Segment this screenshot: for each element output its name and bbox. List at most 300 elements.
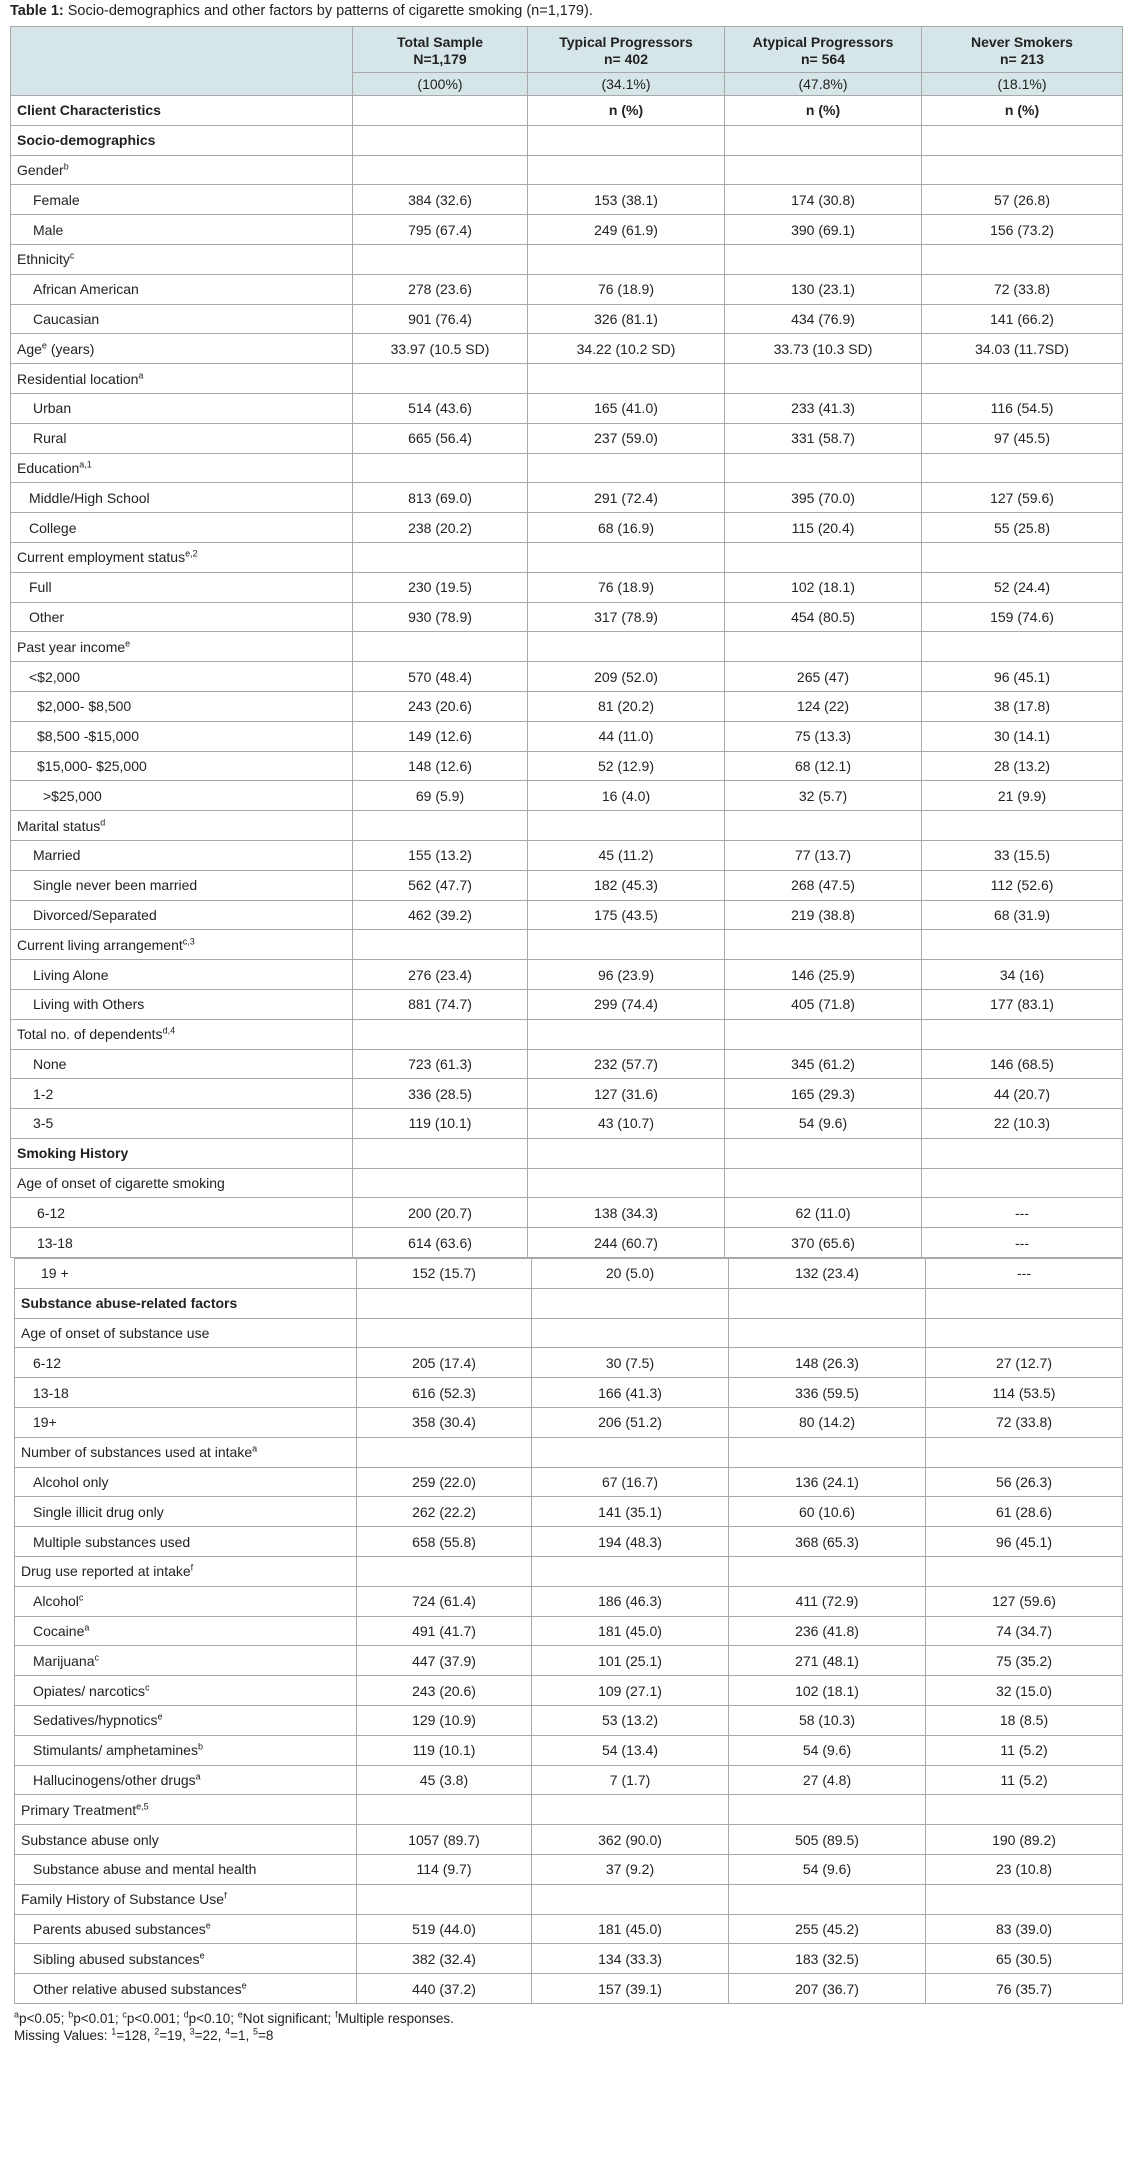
- cell-value: 30 (14.1): [922, 721, 1123, 751]
- table-row: [11, 1079, 1123, 1109]
- cell-value: 65 (30.5): [926, 1944, 1123, 1974]
- table-row: [15, 1408, 1123, 1438]
- cell-value: [353, 244, 528, 274]
- row-label: $8,500 -$15,000: [11, 721, 353, 751]
- cell-value: [729, 1795, 926, 1825]
- table-row: [11, 691, 1123, 721]
- cell-value: [353, 1168, 528, 1198]
- table-row: [11, 185, 1123, 215]
- cell-value: [528, 364, 725, 394]
- cell-value: 156 (73.2): [922, 215, 1123, 245]
- cell-value: 74 (34.7): [926, 1616, 1123, 1646]
- cell-value: 33 (15.5): [922, 840, 1123, 870]
- cell-value: 194 (48.3): [532, 1527, 729, 1557]
- cell-value: ---: [922, 1228, 1123, 1258]
- cell-value: 101 (25.1): [532, 1646, 729, 1676]
- cell-value: 384 (32.6): [353, 185, 528, 215]
- cell-value: [926, 1437, 1123, 1467]
- cell-value: [729, 1557, 926, 1587]
- cell-value: 881 (74.7): [353, 989, 528, 1019]
- cell-value: 148 (26.3): [729, 1348, 926, 1378]
- cell-value: 102 (18.1): [725, 572, 922, 602]
- cell-value: 336 (59.5): [729, 1378, 926, 1408]
- cell-value: 462 (39.2): [353, 900, 528, 930]
- cell-value: 244 (60.7): [528, 1228, 725, 1258]
- table-row: [11, 751, 1123, 781]
- cell-value: 174 (30.8): [725, 185, 922, 215]
- row-label: Caucasian: [11, 304, 353, 334]
- table-row: [15, 1646, 1123, 1676]
- cell-value: 813 (69.0): [353, 483, 528, 513]
- cell-value: [725, 244, 922, 274]
- cell-value: [528, 1019, 725, 1049]
- footnote-significance: $^a$p<0.05; $^b$p<0.01; $^c$p<0.001; $^d$p<0.10; $^e$Not significant; $^f$Multiple responses.: [14, 2009, 454, 2026]
- cell-value: [357, 1318, 532, 1348]
- cell-value: [353, 453, 528, 483]
- row-label: Divorced/Separated: [11, 900, 353, 930]
- cell-value: 901 (76.4): [353, 304, 528, 334]
- cell-value: 276 (23.4): [353, 960, 528, 990]
- cell-value: 62 (11.0): [725, 1198, 922, 1228]
- cell-value: [922, 632, 1123, 662]
- row-label: Age$^e$ (years): [11, 334, 353, 364]
- cell-value: [353, 1138, 528, 1168]
- table-row: [11, 304, 1123, 334]
- cell-value: 368 (65.3): [729, 1527, 926, 1557]
- row-label: $2,000- $8,500: [11, 691, 353, 721]
- cell-value: 358 (30.4): [357, 1408, 532, 1438]
- cell-value: 190 (89.2): [926, 1825, 1123, 1855]
- table-row: [11, 1228, 1123, 1258]
- header-pct: (18.1%): [922, 73, 1123, 96]
- cell-value: 68 (12.1): [725, 751, 922, 781]
- cell-value: 109 (27.1): [532, 1676, 729, 1706]
- cell-value: [926, 1884, 1123, 1914]
- cell-value: [926, 1318, 1123, 1348]
- cell-value: [353, 632, 528, 662]
- cell-value: [528, 155, 725, 185]
- cell-value: 186 (46.3): [532, 1586, 729, 1616]
- cell-value: 723 (61.3): [353, 1049, 528, 1079]
- cell-value: 34 (16): [922, 960, 1123, 990]
- cell-value: 80 (14.2): [729, 1408, 926, 1438]
- cell-value: 44 (20.7): [922, 1079, 1123, 1109]
- cell-value: 271 (48.1): [729, 1646, 926, 1676]
- row-label: Gender$^b$: [11, 155, 353, 185]
- cell-value: 165 (29.3): [725, 1079, 922, 1109]
- cell-value: [353, 811, 528, 841]
- cell-value: [922, 244, 1123, 274]
- cell-value: 440 (37.2): [357, 1974, 532, 2004]
- cell-value: 56 (26.3): [926, 1467, 1123, 1497]
- table-row: [11, 274, 1123, 304]
- row-label: Stimulants/ amphetamines$^b$: [15, 1735, 357, 1765]
- cell-value: 32 (5.7): [725, 781, 922, 811]
- cell-value: n (%): [922, 96, 1123, 126]
- row-label: Sedatives/hypnotics$^e$: [15, 1706, 357, 1736]
- row-label: Substance abuse-related factors: [15, 1288, 357, 1318]
- cell-value: 243 (20.6): [357, 1676, 532, 1706]
- cell-value: 69 (5.9): [353, 781, 528, 811]
- row-label: College: [11, 513, 353, 543]
- cell-value: 209 (52.0): [528, 662, 725, 692]
- cell-value: 268 (47.5): [725, 870, 922, 900]
- cell-value: 11 (5.2): [926, 1765, 1123, 1795]
- table-row: [11, 870, 1123, 900]
- cell-value: 28 (13.2): [922, 751, 1123, 781]
- cell-value: 181 (45.0): [532, 1616, 729, 1646]
- table-row: [11, 334, 1123, 364]
- row-label: Number of substances used at intake$^a$: [15, 1437, 357, 1467]
- cell-value: 52 (24.4): [922, 572, 1123, 602]
- cell-value: [725, 453, 922, 483]
- cell-value: [528, 453, 725, 483]
- cell-value: [926, 1557, 1123, 1587]
- cell-value: 291 (72.4): [528, 483, 725, 513]
- table-row: [15, 1259, 1123, 1289]
- cell-value: 236 (41.8): [729, 1616, 926, 1646]
- table-row: [11, 662, 1123, 692]
- cell-value: 119 (10.1): [353, 1109, 528, 1139]
- table-row: [11, 989, 1123, 1019]
- table-row: [15, 1288, 1123, 1318]
- cell-value: 181 (45.0): [532, 1914, 729, 1944]
- table-row: [15, 1944, 1123, 1974]
- row-label: 1-2: [11, 1079, 353, 1109]
- cell-value: 127 (31.6): [528, 1079, 725, 1109]
- row-label: Single illicit drug only: [15, 1497, 357, 1527]
- footnotes: [14, 2010, 1122, 2044]
- caption-label: Table 1:: [10, 3, 64, 19]
- header-atypical: Atypical Progressors n= 564: [725, 27, 922, 73]
- cell-value: [532, 1557, 729, 1587]
- cell-value: 219 (38.8): [725, 900, 922, 930]
- cell-value: 129 (10.9): [357, 1706, 532, 1736]
- cell-value: [725, 632, 922, 662]
- cell-value: [353, 930, 528, 960]
- table-row: [11, 423, 1123, 453]
- row-label: Cocaine$^a$: [15, 1616, 357, 1646]
- cell-value: [353, 155, 528, 185]
- cell-value: 930 (78.9): [353, 602, 528, 632]
- cell-value: 157 (39.1): [532, 1974, 729, 2004]
- cell-value: 454 (80.5): [725, 602, 922, 632]
- header-row: [11, 27, 1123, 73]
- header-blank: [11, 27, 353, 96]
- cell-value: 20 (5.0): [532, 1259, 729, 1289]
- row-label: 19+: [15, 1408, 357, 1438]
- cell-value: [725, 1019, 922, 1049]
- row-label: 19 +: [15, 1259, 357, 1289]
- row-label: Past year income$^e$: [11, 632, 353, 662]
- cell-value: [353, 96, 528, 126]
- table-body-continued: [15, 1259, 1123, 2004]
- table-row: [11, 96, 1123, 126]
- cell-value: [357, 1557, 532, 1587]
- table-row: [11, 602, 1123, 632]
- cell-value: 27 (12.7): [926, 1348, 1123, 1378]
- cell-value: [528, 811, 725, 841]
- cell-value: [725, 930, 922, 960]
- table-row: [11, 840, 1123, 870]
- cell-value: 232 (57.7): [528, 1049, 725, 1079]
- cell-value: 54 (13.4): [532, 1735, 729, 1765]
- row-label: Substance abuse and mental health: [15, 1855, 357, 1885]
- table-row: [11, 900, 1123, 930]
- cell-value: 299 (74.4): [528, 989, 725, 1019]
- cell-value: [729, 1318, 926, 1348]
- cell-value: [729, 1288, 926, 1318]
- cell-value: 55 (25.8): [922, 513, 1123, 543]
- cell-value: 76 (18.9): [528, 572, 725, 602]
- table-row: [11, 721, 1123, 751]
- row-label: Marital status$^d$: [11, 811, 353, 841]
- row-label: None: [11, 1049, 353, 1079]
- cell-value: [926, 1795, 1123, 1825]
- cell-value: 148 (12.6): [353, 751, 528, 781]
- row-label: Client Characteristics: [11, 96, 353, 126]
- cell-value: [353, 364, 528, 394]
- header-pct: (47.8%): [725, 73, 922, 96]
- row-label: Opiates/ narcotics$^c$: [15, 1676, 357, 1706]
- cell-value: [357, 1884, 532, 1914]
- cell-value: 175 (43.5): [528, 900, 725, 930]
- row-label: <$2,000: [11, 662, 353, 692]
- cell-value: 83 (39.0): [926, 1914, 1123, 1944]
- table-row: [11, 542, 1123, 572]
- cell-value: [357, 1437, 532, 1467]
- cell-value: 724 (61.4): [357, 1586, 532, 1616]
- cell-value: 233 (41.3): [725, 393, 922, 423]
- cell-value: 44 (11.0): [528, 721, 725, 751]
- cell-value: 182 (45.3): [528, 870, 725, 900]
- cell-value: 114 (53.5): [926, 1378, 1123, 1408]
- row-label: Hallucinogens/other drugs$^a$: [15, 1765, 357, 1795]
- cell-value: [725, 364, 922, 394]
- cell-value: 243 (20.6): [353, 691, 528, 721]
- cell-value: 136 (24.1): [729, 1467, 926, 1497]
- table-row: [15, 1765, 1123, 1795]
- cell-value: [922, 453, 1123, 483]
- table-row: [11, 125, 1123, 155]
- table-row: [15, 1676, 1123, 1706]
- table-row: [11, 364, 1123, 394]
- cell-value: 153 (38.1): [528, 185, 725, 215]
- cell-value: 238 (20.2): [353, 513, 528, 543]
- cell-value: 331 (58.7): [725, 423, 922, 453]
- cell-value: 61 (28.6): [926, 1497, 1123, 1527]
- table-row: [11, 1138, 1123, 1168]
- row-label: Substance abuse only: [15, 1825, 357, 1855]
- row-label: Alcohol only: [15, 1467, 357, 1497]
- table-row: [11, 1109, 1123, 1139]
- cell-value: 54 (9.6): [729, 1855, 926, 1885]
- table-row: [15, 1378, 1123, 1408]
- cell-value: 76 (18.9): [528, 274, 725, 304]
- cell-value: 336 (28.5): [353, 1079, 528, 1109]
- cell-value: 68 (16.9): [528, 513, 725, 543]
- footnote-missing: Missing Values: $^1$=128, $^2$=19, $^3$=22, $^4$=1, $^5$=8: [14, 2026, 274, 2043]
- table-row: [15, 1467, 1123, 1497]
- row-label: Multiple substances used: [15, 1527, 357, 1557]
- cell-value: [922, 125, 1123, 155]
- cell-value: 34.03 (11.7SD): [922, 334, 1123, 364]
- cell-value: 237 (59.0): [528, 423, 725, 453]
- cell-value: 114 (9.7): [357, 1855, 532, 1885]
- row-label: Alcohol$^c$: [15, 1586, 357, 1616]
- cell-value: 390 (69.1): [725, 215, 922, 245]
- cell-value: 177 (83.1): [922, 989, 1123, 1019]
- table-row: [11, 960, 1123, 990]
- cell-value: 54 (9.6): [729, 1735, 926, 1765]
- cell-value: [353, 542, 528, 572]
- cell-value: [532, 1288, 729, 1318]
- cell-value: 7 (1.7): [532, 1765, 729, 1795]
- row-label: Rural: [11, 423, 353, 453]
- row-label: >$25,000: [11, 781, 353, 811]
- cell-value: [922, 542, 1123, 572]
- table-row: [15, 1914, 1123, 1944]
- row-label: Living with Others: [11, 989, 353, 1019]
- cell-value: 97 (45.5): [922, 423, 1123, 453]
- cell-value: 119 (10.1): [357, 1735, 532, 1765]
- cell-value: 505 (89.5): [729, 1825, 926, 1855]
- row-label: Drug use reported at intake$^f$: [15, 1557, 357, 1587]
- cell-value: [729, 1437, 926, 1467]
- cell-value: 21 (9.9): [922, 781, 1123, 811]
- cell-value: 75 (35.2): [926, 1646, 1123, 1676]
- cell-value: 230 (19.5): [353, 572, 528, 602]
- cell-value: [528, 542, 725, 572]
- cell-value: 67 (16.7): [532, 1467, 729, 1497]
- cell-value: 447 (37.9): [357, 1646, 532, 1676]
- cell-value: 206 (51.2): [532, 1408, 729, 1438]
- cell-value: 27 (4.8): [729, 1765, 926, 1795]
- cell-value: [353, 1019, 528, 1049]
- cell-value: ---: [922, 1198, 1123, 1228]
- cell-value: 43 (10.7): [528, 1109, 725, 1139]
- cell-value: 38 (17.8): [922, 691, 1123, 721]
- cell-value: [353, 125, 528, 155]
- table-row: [15, 1616, 1123, 1646]
- cell-value: [357, 1795, 532, 1825]
- table-row: [15, 1348, 1123, 1378]
- cell-value: [528, 930, 725, 960]
- cell-value: 77 (13.7): [725, 840, 922, 870]
- cell-value: 265 (47): [725, 662, 922, 692]
- cell-value: 96 (45.1): [926, 1527, 1123, 1557]
- cell-value: 58 (10.3): [729, 1706, 926, 1736]
- cell-value: 146 (25.9): [725, 960, 922, 990]
- cell-value: 278 (23.6): [353, 274, 528, 304]
- table-row: [11, 1198, 1123, 1228]
- header-pct: (34.1%): [528, 73, 725, 96]
- cell-value: 138 (34.3): [528, 1198, 725, 1228]
- row-label: Age of onset of cigarette smoking: [11, 1168, 353, 1198]
- cell-value: 795 (67.4): [353, 215, 528, 245]
- cell-value: 11 (5.2): [926, 1735, 1123, 1765]
- table-row: [11, 393, 1123, 423]
- cell-value: 130 (23.1): [725, 274, 922, 304]
- cell-value: [922, 155, 1123, 185]
- cell-value: 45 (11.2): [528, 840, 725, 870]
- cell-value: 16 (4.0): [528, 781, 725, 811]
- cell-value: 570 (48.4): [353, 662, 528, 692]
- cell-value: 159 (74.6): [922, 602, 1123, 632]
- cell-value: 1057 (89.7): [357, 1825, 532, 1855]
- cell-value: [922, 1168, 1123, 1198]
- cell-value: 200 (20.7): [353, 1198, 528, 1228]
- cell-value: [532, 1318, 729, 1348]
- cell-value: [528, 125, 725, 155]
- cell-value: [729, 1884, 926, 1914]
- cell-value: 52 (12.9): [528, 751, 725, 781]
- cell-value: 166 (41.3): [532, 1378, 729, 1408]
- cell-value: [725, 542, 922, 572]
- cell-value: 326 (81.1): [528, 304, 725, 334]
- table-row: [15, 1825, 1123, 1855]
- cell-value: 72 (33.8): [926, 1408, 1123, 1438]
- cell-value: 32 (15.0): [926, 1676, 1123, 1706]
- cell-value: 112 (52.6): [922, 870, 1123, 900]
- row-label: Family History of Substance Use$^f$: [15, 1884, 357, 1914]
- table-body: [11, 96, 1123, 1258]
- cell-value: 658 (55.8): [357, 1527, 532, 1557]
- row-label: Male: [11, 215, 353, 245]
- cell-value: 115 (20.4): [725, 513, 922, 543]
- cell-value: 33.73 (10.3 SD): [725, 334, 922, 364]
- cell-value: 22 (10.3): [922, 1109, 1123, 1139]
- cell-value: 57 (26.8): [922, 185, 1123, 215]
- table-row: [11, 244, 1123, 274]
- cell-value: [528, 244, 725, 274]
- table-row: [11, 483, 1123, 513]
- caption-text: Socio-demographics and other factors by patterns of cigarette smoking (n=1,179).: [63, 3, 593, 19]
- cell-value: [725, 155, 922, 185]
- row-label: 6-12: [15, 1348, 357, 1378]
- row-label: Other relative abused substances$^e$: [15, 1974, 357, 2004]
- table-row: [11, 1049, 1123, 1079]
- cell-value: [922, 1019, 1123, 1049]
- cell-value: 132 (23.4): [729, 1259, 926, 1289]
- row-label: Full: [11, 572, 353, 602]
- table-row: [15, 1527, 1123, 1557]
- cell-value: 519 (44.0): [357, 1914, 532, 1944]
- cell-value: 96 (23.9): [528, 960, 725, 990]
- row-label: 13-18: [15, 1378, 357, 1408]
- cell-value: 165 (41.0): [528, 393, 725, 423]
- row-label: 3-5: [11, 1109, 353, 1139]
- row-label: Education$^{a,1}$: [11, 453, 353, 483]
- cell-value: [922, 930, 1123, 960]
- row-label: Marijuana$^c$: [15, 1646, 357, 1676]
- cell-value: 33.97 (10.5 SD): [353, 334, 528, 364]
- cell-value: 395 (70.0): [725, 483, 922, 513]
- table-row: [11, 453, 1123, 483]
- cell-value: 155 (13.2): [353, 840, 528, 870]
- cell-value: 75 (13.3): [725, 721, 922, 751]
- row-label: African American: [11, 274, 353, 304]
- cell-value: 102 (18.1): [729, 1676, 926, 1706]
- cell-value: 96 (45.1): [922, 662, 1123, 692]
- table-row: [15, 1795, 1123, 1825]
- table-row: [11, 781, 1123, 811]
- cell-value: 53 (13.2): [532, 1706, 729, 1736]
- table-row: [11, 572, 1123, 602]
- row-label: 13-18: [11, 1228, 353, 1258]
- row-label: Other: [11, 602, 353, 632]
- cell-value: 116 (54.5): [922, 393, 1123, 423]
